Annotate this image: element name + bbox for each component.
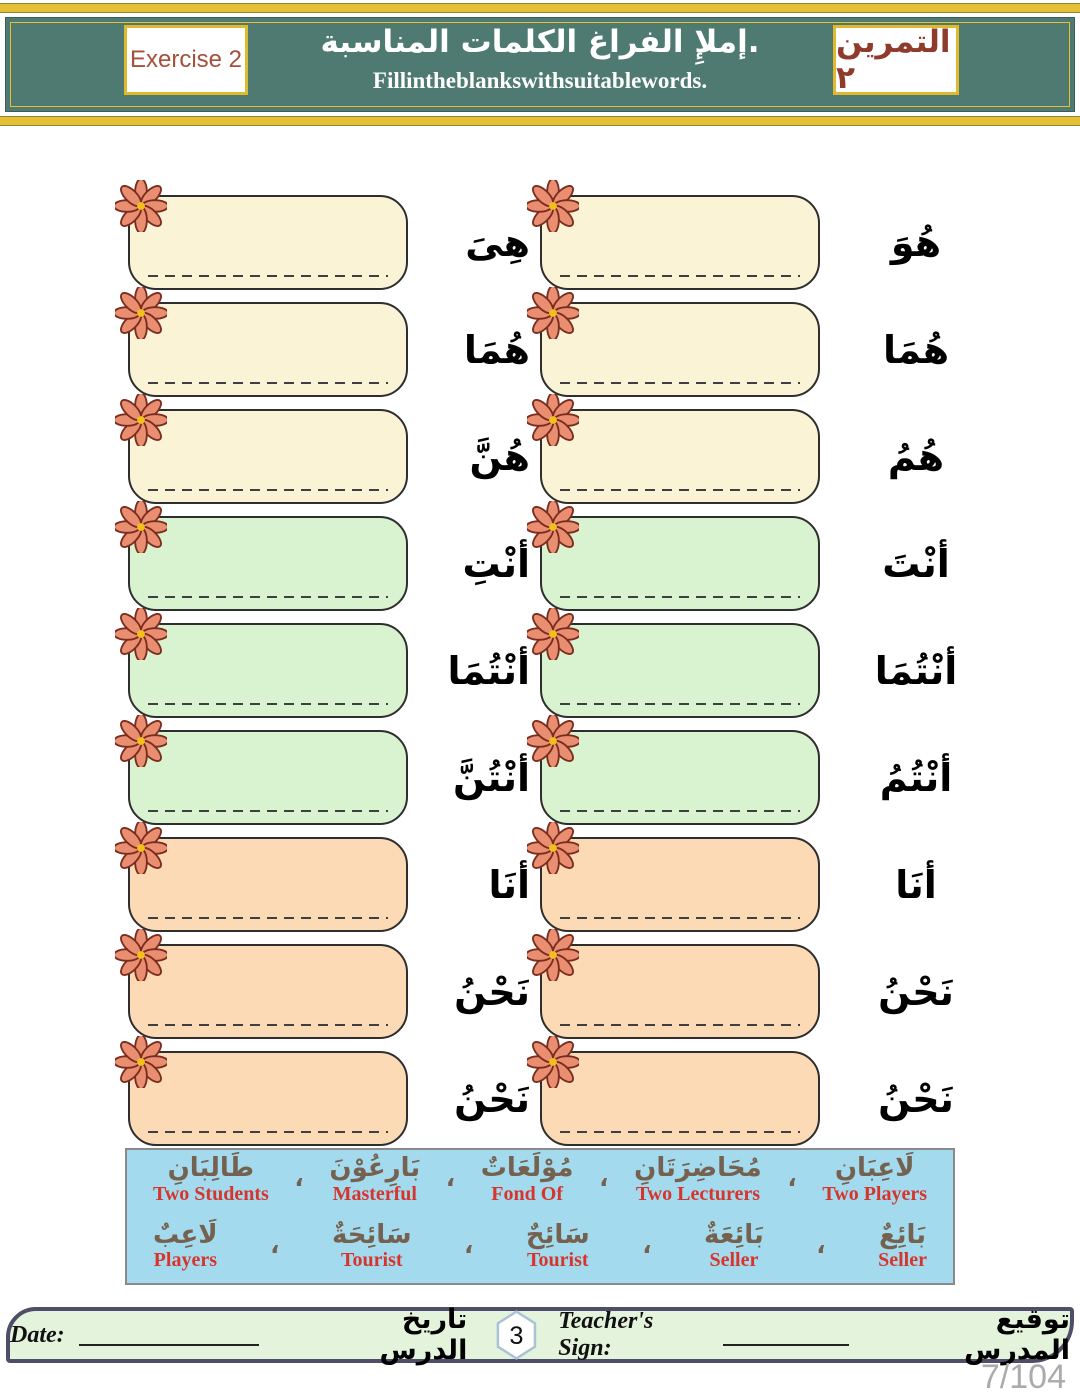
footer-signature-bar (6, 1304, 1074, 1366)
pronoun-label-right: هُوَ (890, 220, 942, 265)
pronoun-label-mid: هِىَ (465, 220, 530, 265)
word-english: Masterful (332, 1182, 417, 1205)
flower-icon (115, 822, 167, 874)
word-bank-item (153, 1219, 218, 1273)
word-english: Seller (878, 1249, 927, 1271)
pronoun-label-mid: نَحْنُ (454, 969, 530, 1014)
word-english: Two Lecturers (635, 1182, 761, 1205)
word-bank-item (153, 1152, 269, 1206)
answer-box-blank[interactable] (540, 1051, 820, 1146)
teacher-sign-label: Teacher's Sign: (558, 1308, 654, 1361)
flower-icon (115, 287, 167, 339)
answer-box-blank[interactable] (540, 302, 820, 397)
dashed-writing-line (148, 596, 388, 598)
pronoun-row-8 (0, 944, 1080, 1039)
word-bank (125, 1148, 955, 1285)
dashed-writing-line (560, 275, 800, 277)
answer-box-blank[interactable] (540, 623, 820, 718)
pronoun-row-4 (0, 516, 1080, 611)
exercise-title-arabic: إملإِ الفراغ الكلمات المناسبة. (320, 24, 760, 60)
pronoun-label-right: أنْتُمُ (879, 755, 953, 800)
dashed-writing-line (148, 1024, 388, 1026)
arabic-comma: ، (464, 1230, 474, 1259)
answer-box-blank[interactable] (540, 409, 820, 504)
pronoun-label-right: أنَا (895, 862, 937, 907)
arabic-comma: ، (787, 1164, 797, 1192)
gold-rule-bottom (0, 116, 1080, 126)
dashed-writing-line (148, 382, 388, 384)
word-english: Two Players (822, 1182, 927, 1205)
flower-icon (527, 715, 579, 767)
pronoun-row-2 (0, 302, 1080, 397)
arabic-comma: ، (599, 1164, 609, 1192)
date-blank-field[interactable] (79, 1324, 259, 1346)
exercise-label: Exercise 2 (129, 46, 243, 73)
dashed-writing-line (560, 596, 800, 598)
pronoun-row-5 (0, 623, 1080, 718)
word-arabic: طَالِبَانِ (167, 1153, 255, 1183)
gold-rule-top (0, 3, 1080, 13)
word-arabic: بَائِعٌ (879, 1219, 927, 1250)
lesson-number: 3 (509, 1321, 524, 1350)
answer-box-blank[interactable] (128, 516, 408, 611)
arabic-comma: ، (294, 1164, 304, 1192)
word-bank-item (332, 1219, 412, 1273)
word-bank-item (481, 1152, 574, 1206)
word-arabic: بَارِعُوْنَ (329, 1153, 421, 1183)
pronoun-label-mid: أنْتُمَا (447, 648, 530, 693)
pronoun-label-right: أنْتَ (882, 541, 950, 586)
word-bank-item (329, 1152, 420, 1206)
pronoun-label-right: هُمَا (882, 327, 950, 372)
flower-icon (115, 180, 167, 232)
arabic-comma: ، (270, 1230, 280, 1259)
answer-box-blank[interactable] (540, 195, 820, 290)
word-bank-item (526, 1219, 590, 1273)
arabic-comma: ، (445, 1164, 456, 1192)
word-bank-item (822, 1152, 927, 1206)
dashed-writing-line (560, 1131, 800, 1133)
flower-icon (527, 394, 579, 446)
dashed-writing-line (560, 1024, 800, 1026)
pronoun-row-7 (0, 837, 1080, 932)
word-arabic: مُحَاضِرَتَانِ (634, 1153, 762, 1183)
answer-box-blank[interactable] (128, 302, 408, 397)
answer-box-blank[interactable] (128, 730, 408, 825)
exercise-number-badge-en (124, 25, 248, 95)
answer-box-blank[interactable] (540, 516, 820, 611)
flower-icon (527, 1036, 579, 1088)
dashed-writing-line (148, 489, 388, 491)
word-bank-row-2 (127, 1217, 953, 1284)
pronoun-label-right: نَحْنُ (878, 969, 954, 1014)
word-bank-item (704, 1219, 764, 1273)
flower-icon (115, 501, 167, 553)
answer-box-blank[interactable] (540, 730, 820, 825)
pronoun-label-mid: هُنَّ (469, 434, 530, 479)
answer-box-blank[interactable] (128, 1051, 408, 1146)
pronoun-row-9 (0, 1051, 1080, 1146)
answer-box-blank[interactable] (128, 944, 408, 1039)
pronoun-label-right: هُمُ (887, 434, 945, 479)
arabic-comma: ، (642, 1230, 652, 1259)
dashed-writing-line (148, 703, 388, 705)
flower-icon (527, 929, 579, 981)
exercise-number-badge-ar (833, 25, 959, 95)
pronoun-label-mid: أنْتُنَّ (452, 755, 530, 800)
tamrin-label: التمرين ٢ (836, 24, 951, 96)
flower-icon (115, 394, 167, 446)
flower-icon (527, 501, 579, 553)
pronoun-label-mid: أنَا (488, 862, 530, 907)
dashed-writing-line (148, 275, 388, 277)
pronoun-label-right: أنْتُمَا (874, 648, 958, 693)
dashed-writing-line (560, 917, 800, 919)
pronoun-row-3 (0, 409, 1080, 504)
flower-icon (115, 715, 167, 767)
flower-icon (527, 287, 579, 339)
pronoun-row-1 (0, 195, 1080, 290)
answer-box-blank[interactable] (128, 837, 408, 932)
dashed-writing-line (148, 917, 388, 919)
word-english: Two Students (153, 1182, 269, 1205)
pronoun-label-mid: نَحْنُ (454, 1076, 530, 1121)
flower-icon (527, 822, 579, 874)
answer-box-blank[interactable] (128, 195, 408, 290)
dashed-writing-line (560, 382, 800, 384)
word-arabic: لَاعِبٌ (153, 1219, 218, 1250)
teacher-sign-label-ar: توقيع المدرس (964, 1304, 1070, 1366)
word-arabic: سَائِحٌ (525, 1219, 590, 1250)
word-english: Seller (709, 1249, 759, 1271)
answer-box-blank[interactable] (540, 837, 820, 932)
word-arabic: سَائِحَةٌ (331, 1219, 412, 1250)
answer-box-blank[interactable] (128, 623, 408, 718)
word-english: Tourist (341, 1249, 403, 1271)
word-bank-item (878, 1219, 927, 1273)
answer-box-blank[interactable] (540, 944, 820, 1039)
pronoun-label-mid: أنْتِ (462, 541, 530, 586)
dashed-writing-line (560, 810, 800, 812)
lesson-date-label-ar: تاريخ الدرس (379, 1304, 468, 1366)
word-arabic: لَاعِبَانِ (834, 1153, 915, 1183)
dashed-writing-line (560, 703, 800, 705)
dashed-writing-line (560, 489, 800, 491)
arabic-comma: ، (816, 1230, 826, 1259)
page-number: 7/104 (980, 1358, 1066, 1396)
word-english: Tourist (527, 1249, 589, 1271)
pronoun-row-6 (0, 730, 1080, 825)
answer-box-blank[interactable] (128, 409, 408, 504)
flower-icon (115, 608, 167, 660)
teacher-sign-blank-field[interactable] (723, 1324, 850, 1346)
word-english: Fond Of (491, 1182, 563, 1205)
pronoun-label-right: نَحْنُ (878, 1076, 954, 1121)
word-arabic: مُوْلَعَاتٌ (480, 1153, 574, 1183)
dashed-writing-line (148, 810, 388, 812)
flower-icon (527, 608, 579, 660)
word-bank-item (634, 1152, 762, 1206)
word-bank-row-1 (127, 1150, 953, 1217)
lesson-number-badge (495, 1309, 538, 1361)
pronoun-label-mid: هُمَا (463, 327, 530, 372)
word-arabic: بَائِعَةٌ (704, 1219, 764, 1250)
flower-icon (527, 180, 579, 232)
date-label: Date: (10, 1321, 65, 1348)
word-english: Players (153, 1249, 217, 1271)
flower-icon (115, 1036, 167, 1088)
exercise-subtitle-english: Fillintheblankswithsuitablewords. (372, 68, 708, 93)
flower-icon (115, 929, 167, 981)
dashed-writing-line (148, 1131, 388, 1133)
